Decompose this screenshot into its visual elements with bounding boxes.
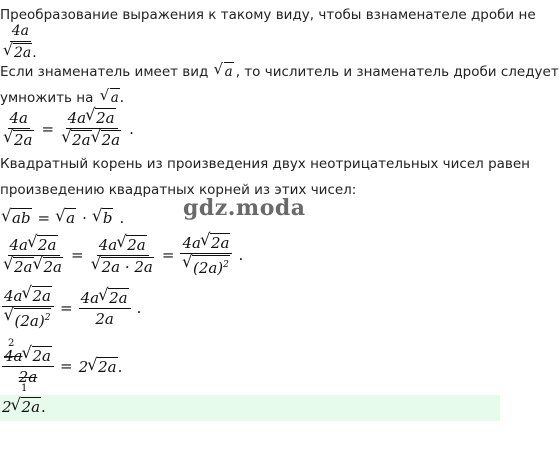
coef: 2 <box>2 398 12 416</box>
radicand: 2a <box>21 398 41 416</box>
radicand: b <box>102 209 113 227</box>
coef: 4a <box>67 109 87 127</box>
answer: 2√ 2a. <box>2 397 46 416</box>
exponent: 2 <box>44 313 51 323</box>
cancel-note-top: 2 <box>8 338 15 349</box>
radicand: 2a <box>32 287 51 305</box>
radicand: 2a <box>14 130 33 149</box>
text-part: , то числитель и знаменатель дроби следует <box>235 64 559 80</box>
radicand: (2a) <box>14 312 45 330</box>
coef: 2 <box>78 357 89 376</box>
coef: 4a <box>182 234 201 252</box>
radicand: 2a <box>101 131 121 149</box>
coef: 4a <box>80 289 100 307</box>
text-line-3: умножить на √ a. <box>0 88 124 107</box>
exponent: 2 <box>223 260 229 270</box>
radicand: 2a <box>98 357 117 376</box>
text-line-5: произведению квадратных корней из этих чисел: <box>0 182 357 198</box>
radicand: 2a <box>109 289 128 307</box>
text-part: умножить на <box>0 90 94 106</box>
radicand: 2a <box>43 257 62 276</box>
formula-5: 4a√ 2a √ $(2a)^2$ = $\frac{4a√ 2a}{2a}$ . <box>2 286 141 330</box>
radicand: a <box>224 64 233 80</box>
numerator: 4a <box>9 108 28 127</box>
radicand: 2a <box>14 257 33 276</box>
coef: 4a <box>98 235 118 254</box>
formula-6: 2 $\frac{4a√ 2a}{2a}$ = 2√ 2a. <box>2 338 162 388</box>
text-line-4: Квадратный корень из произведения двух неотрицательных чисел равен <box>0 156 531 172</box>
radicand: 2a <box>96 109 115 127</box>
answer-highlight <box>0 395 500 421</box>
radicand: 2a · 2a <box>101 257 153 276</box>
formula-2: 4a √ 2a = 4a√ 2a √ 2a√ 2a . <box>2 108 134 149</box>
radicand: 2a <box>72 131 91 149</box>
watermark-logo: gdz.moda <box>183 195 306 221</box>
radicand: 2a <box>32 347 51 365</box>
coef: 4a <box>4 287 23 305</box>
formula-3: √ ab = √ a · √ b . <box>2 208 124 227</box>
formula-1: 4a √ 2a. <box>2 22 39 62</box>
numerator: 4a <box>10 22 31 42</box>
denominator: 2a <box>18 368 38 386</box>
formula-4: 4a√ 2a √ 2a√ 2a = 4a√ 2a √ 2a · 2a = 4a√ 2a √ $(2a)^2$ . <box>2 233 243 277</box>
radicand: ab <box>12 209 31 227</box>
cancel-note-bottom: 1 <box>21 383 28 394</box>
intro-text: Преобразование выражения к такому виду, чтобы взнаменателе дроби не <box>0 7 536 23</box>
radicand: a <box>110 90 119 106</box>
radicand: 2a <box>210 234 230 252</box>
coef: 4a <box>4 347 23 365</box>
radicand: (2a) <box>192 259 224 277</box>
text-line-2 <box>0 62 559 81</box>
radicand: 2a <box>127 235 146 254</box>
radicand: a <box>66 209 76 227</box>
text-part: Если знаменатель имеет вид <box>0 64 209 80</box>
coef: 4a <box>9 235 28 254</box>
denominator: 2a <box>95 310 114 328</box>
radicand: 2a <box>38 235 57 254</box>
radicand: 2a <box>14 45 32 61</box>
